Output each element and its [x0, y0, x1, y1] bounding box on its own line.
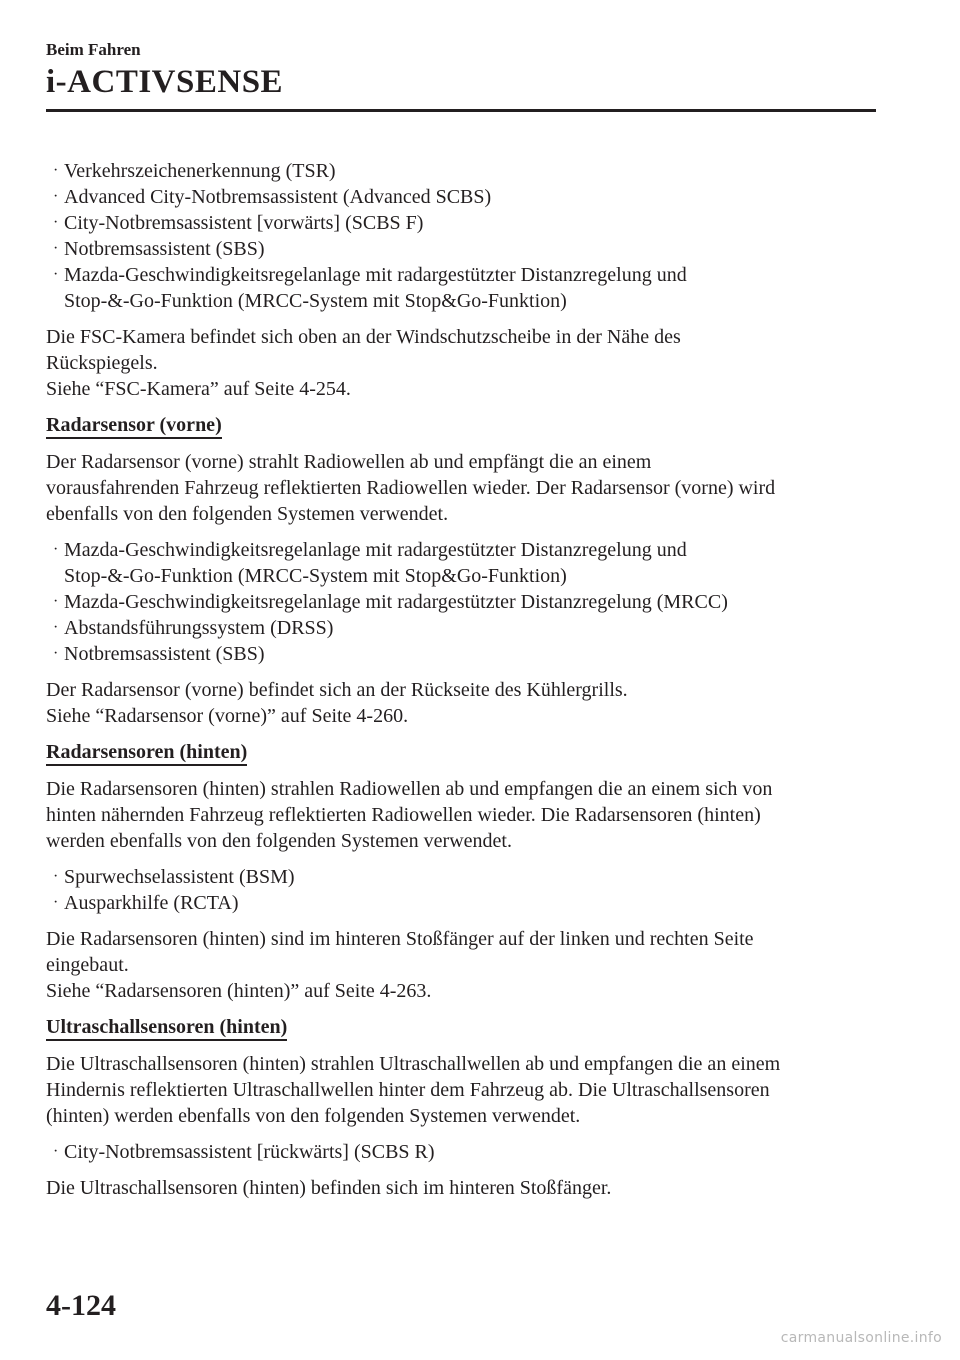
- list-item: · Notbremsassistent (SBS): [53, 238, 265, 260]
- radar-rear-systems-list: [46, 864, 876, 916]
- watermark: carmanualsonline.info: [780, 1330, 942, 1346]
- section-label: Beim Fahren: [46, 40, 141, 59]
- list-item: · Verkehrszeichenerkennung (TSR): [53, 160, 336, 182]
- camera-systems-list: [46, 158, 876, 314]
- page-header: [46, 40, 283, 100]
- list-item: · Mazda-Geschwindigkeitsregelanlage mit radargestützter Distanzregelung und Stop-&-Go-Funktion (MRCC-System mit Stop&Go-Funktion): [53, 264, 687, 312]
- radar-rear-intro: Die Radarsensoren (hinten) strahlen Radiowellen ab und empfangen die an einem sich von hinten nähernden Fahrzeug reflektierten Radiowellen wieder. Die Radarsensoren (hinten) werden ebenfalls von den folgenden Systemen verwendet.: [46, 778, 773, 852]
- list-item: · Advanced City-Notbremsassistent (Advanced SCBS): [53, 186, 492, 208]
- bullet-icon: ·: [53, 868, 59, 885]
- list-item: · Abstandsführungssystem (DRSS): [53, 617, 334, 639]
- list-item: · Mazda-Geschwindigkeitsregelanlage mit radargestützter Distanzregelung und Stop-&-Go-Funktion (MRCC-System mit Stop&Go-Funktion): [53, 539, 687, 587]
- chapter-title: i-ACTIVSENSE: [46, 64, 284, 100]
- ultrasonic-intro: Die Ultraschallsensoren (hinten) strahlen Ultraschallwellen ab und empfangen die an einem Hindernis reflektierten Ultraschallwellen hinter dem Fahrzeug ab. Die Ultraschallsensoren (hinten) werden ebenfalls von den folgenden Systemen verwendet.: [46, 1053, 781, 1127]
- list-item: · City-Notbremsassistent [rückwärts] (SCBS R): [53, 1141, 435, 1163]
- fsc-camera-paragraph: Die FSC-Kamera befindet sich oben an der Windschutzscheibe in der Nähe des Rückspiegels. Siehe “FSC-Kamera” auf Seite 4-254.: [46, 326, 681, 400]
- bullet-icon: ·: [53, 240, 59, 257]
- page-number: 4-124: [46, 1289, 116, 1322]
- list-item: · Ausparkhilfe (RCTA): [53, 892, 239, 914]
- bullet-icon: ·: [53, 214, 59, 231]
- list-item: · Mazda-Geschwindigkeitsregelanlage mit radargestützter Distanzregelung (MRCC): [53, 591, 728, 613]
- bullet-icon: ·: [53, 619, 59, 636]
- bullet-icon: ·: [53, 593, 59, 610]
- list-item: · City-Notbremsassistent [vorwärts] (SCBS F): [53, 212, 424, 234]
- bullet-icon: ·: [53, 645, 59, 662]
- radar-rear-heading: Radarsensoren (hinten): [46, 740, 247, 766]
- page-content: [46, 158, 876, 1201]
- header-divider: [46, 109, 876, 112]
- radar-front-location: Der Radarsensor (vorne) befindet sich an der Rückseite des Kühlergrills. Siehe “Radarsensor (vorne)” auf Seite 4-260.: [46, 679, 628, 727]
- radar-front-systems-list: [46, 537, 876, 667]
- radar-rear-location: Die Radarsensoren (hinten) sind im hinteren Stoßfänger auf der linken und rechten Seite eingebaut. Siehe “Radarsensoren (hinten)” auf Seite 4-263.: [46, 928, 754, 1002]
- bullet-icon: ·: [53, 266, 59, 283]
- bullet-icon: ·: [53, 541, 59, 558]
- list-item: · Notbremsassistent (SBS): [53, 643, 265, 665]
- bullet-icon: ·: [53, 188, 59, 205]
- bullet-icon: ·: [53, 162, 59, 179]
- list-item: · Spurwechselassistent (BSM): [53, 866, 295, 888]
- radar-front-intro: Der Radarsensor (vorne) strahlt Radiowellen ab und empfängt die an einem vorausfahrenden Fahrzeug reflektierten Radiowellen wieder. Der Radarsensor (vorne) wird ebenfalls von den folgenden Systemen verwendet.: [46, 451, 776, 525]
- radar-front-heading: Radarsensor (vorne): [46, 413, 222, 439]
- bullet-icon: ·: [53, 894, 59, 911]
- ultrasonic-systems-list: [46, 1139, 876, 1165]
- bullet-icon: ·: [53, 1143, 59, 1160]
- ultrasonic-heading: Ultraschallsensoren (hinten): [46, 1015, 287, 1041]
- ultrasonic-location: Die Ultraschallsensoren (hinten) befinden sich im hinteren Stoßfänger.: [46, 1177, 612, 1199]
